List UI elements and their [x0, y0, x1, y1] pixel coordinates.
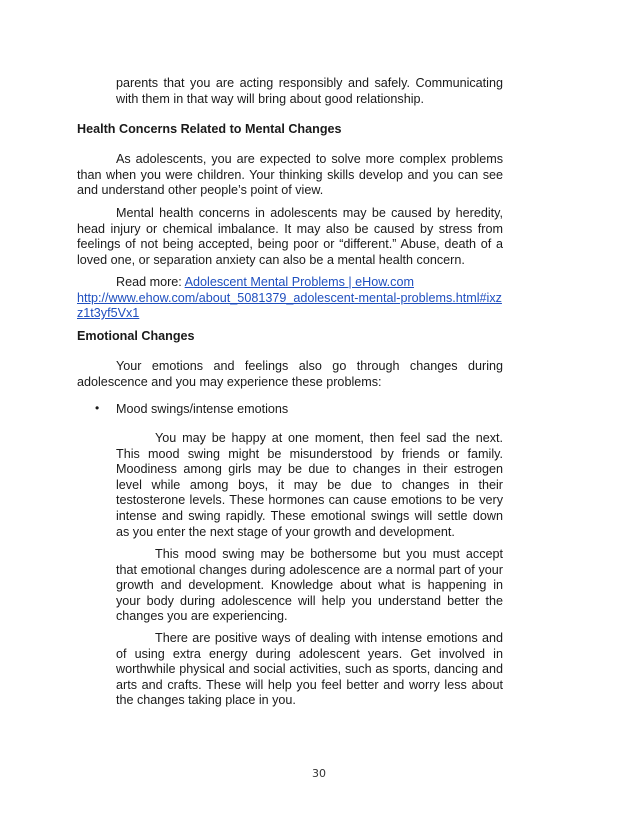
paragraph-mental-health: Mental health concerns in adolescents may be caused by heredity, head injury or chemical imbalance. It may also be caused by stress from feelings of not being accepted, being poor or “different.” Abuse, death of a loved one, or separation anxiety can also be a mental health concern.: [77, 206, 503, 267]
bullet-dot-icon: •: [95, 401, 100, 415]
page-number: 30: [312, 767, 326, 780]
paragraph-mood-2: This mood swing may be bothersome but you must accept that emotional changes during adolescence are a normal part of your growth and development. Knowledge about what is happening in your body during adolescence will help you understand better the changes you are experiencing.: [116, 547, 503, 624]
ehow-url-link[interactable]: http://www.ehow.com/about_5081379_adolescent-mental-problems.html#ixzz1t3yf5Vx1: [77, 290, 502, 321]
bullet-item-mood-swings: Mood swings/intense emotions: [116, 402, 289, 416]
heading-health-concerns: Health Concerns Related to Mental Changes: [77, 122, 342, 136]
read-more-label: Read more:: [116, 275, 185, 289]
paragraph-emotions-intro: Your emotions and feelings also go through changes during adolescence and you may experience these problems:: [77, 359, 503, 389]
paragraph-mood-3: There are positive ways of dealing with intense emotions and of using extra energy during adolescent years. Get involved in worthwhile physical and social activities, such as sports, dancing and arts and crafts. These will help you feel better and worry less about the changes taking place in you.: [116, 631, 503, 708]
paragraph-mood-1: You may be happy at one moment, then feel sad the next. This mood swing might be misunderstood by friends or family. Moodiness among girls may be due to changes in their estrogen level while among boys, it may be due to changes in their testosterone levels. These hormones can cause emotions to be very intense and swing rapidly. These emotional swings will settle down as you enter the next stage of your growth and development.: [116, 431, 503, 539]
read-more-paragraph: [77, 275, 503, 322]
paragraph-adolescents: As adolescents, you are expected to solve more complex problems than when you were children. Your thinking skills develop and you can see and understand other people’s point of view.: [77, 152, 503, 198]
heading-emotional-changes: Emotional Changes: [77, 329, 195, 343]
paragraph-intro-continued: parents that you are acting responsibly and safely. Communicating with them in that way will bring about good relationship.: [116, 76, 503, 106]
ehow-title-link[interactable]: Adolescent Mental Problems | eHow.com: [184, 275, 414, 289]
